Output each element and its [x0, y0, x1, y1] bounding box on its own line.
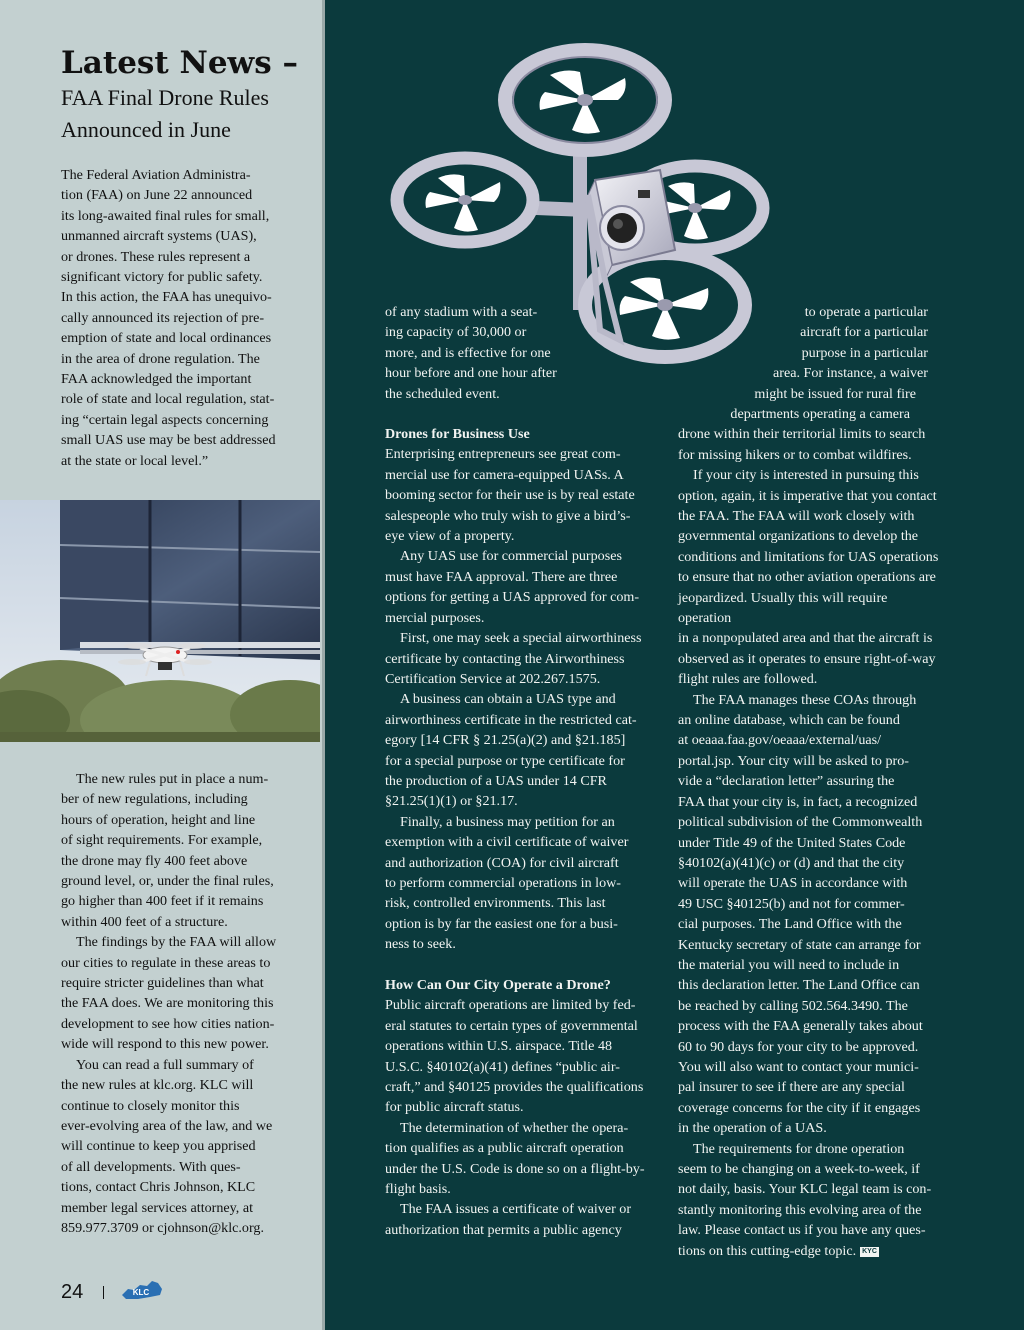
text-line: The Federal Aviation Administra-	[61, 167, 251, 183]
text-line: at oeaaa.faa.gov/oeaaa/external/uas/	[678, 732, 882, 749]
text-line: and authorization (COA) for civil aircraft	[385, 854, 619, 871]
text-line: for missing hikers or to combat wildfires.	[678, 446, 912, 463]
text-line: §21.25(1)(1) or §21.17.	[385, 793, 518, 810]
text-line: tion (FAA) on June 22 announced	[61, 187, 253, 204]
text-line: A business can obtain a UAS type and	[400, 691, 616, 708]
text-line: the FAA does. We are monitoring this	[61, 995, 274, 1012]
text-line: of sight requirements. For example,	[61, 832, 263, 849]
text-line: within 400 feet of a structure.	[61, 913, 228, 930]
text-line: ing “certain legal aspects concerning	[61, 411, 269, 428]
text-line: might be issued for rural fire	[754, 385, 916, 402]
text-line: will continue to keep you apprised	[61, 1138, 256, 1155]
footer-divider	[103, 1286, 104, 1299]
text-line: U.S.C. §40102(a)(41) defines “public air-	[385, 1058, 620, 1075]
text-line: mercial purposes.	[385, 609, 485, 626]
text-line: salespeople who truly wish to give a bird’s-	[385, 507, 631, 524]
text-line: flight rules are followed.	[678, 671, 818, 688]
text-line: governmental organizations to develop the	[678, 528, 919, 545]
text-line: craft,” and §40125 provides the qualifications	[385, 1079, 644, 1096]
photo-illustration	[0, 500, 320, 742]
text-line: wide will respond to this new power.	[61, 1036, 269, 1053]
text-line: area. For instance, a waiver	[773, 365, 928, 382]
section-heading-business: Drones for Business Use	[385, 426, 530, 443]
text-line: the material you will need to include in	[678, 956, 900, 973]
text-line: be reached by calling 502.564.3490. The	[678, 997, 908, 1014]
text-line: must have FAA approval. There are three	[385, 568, 618, 585]
text-line: an online database, which can be found	[678, 712, 900, 729]
text-line: seem to be changing on a week-to-week, if	[678, 1161, 920, 1178]
text-line: the new rules at klc.org. KLC will	[61, 1077, 254, 1094]
text-line: Certification Service at 202.267.1575.	[385, 670, 601, 687]
text-line: ever-evolving area of the law, and we	[61, 1117, 273, 1134]
text-line: require stricter guidelines than what	[61, 975, 264, 992]
headline-subtitle-2: Announced in June	[61, 117, 231, 142]
headline-title: Latest News –	[61, 45, 298, 81]
text-line: political subdivision of the Commonwealth	[678, 814, 923, 831]
text-line: continue to closely monitor this	[61, 1097, 240, 1114]
text-line: ness to seek.	[385, 936, 456, 953]
text-line: process with the FAA generally takes about	[678, 1018, 923, 1035]
sidebar-intro	[61, 165, 279, 471]
closing-line: tions on this cutting-edge topic.	[678, 1242, 857, 1259]
text-line: law. Please contact us if you have any ques-	[678, 1222, 926, 1239]
text-line: hours of operation, height and line	[61, 811, 256, 828]
text-line: not daily, basis. Your KLC legal team is con-	[678, 1181, 932, 1198]
text-line: hour before and one hour after	[385, 365, 557, 382]
text-line: certificate by contacting the Airworthiness	[385, 650, 625, 667]
text-line: The FAA issues a certificate of waiver or	[400, 1201, 632, 1218]
text-line: purpose in a particular	[801, 344, 928, 361]
text-line: of any stadium with a seat-	[385, 304, 538, 320]
article-column-right-intro	[676, 302, 938, 424]
text-line: cial purposes. The Land Office with the	[678, 916, 902, 933]
text-line: ber of new regulations, including	[61, 791, 248, 808]
text-line: stantly monitoring this evolving area of the	[678, 1201, 922, 1218]
text-line: go higher than 400 feet if it remains	[61, 893, 264, 910]
text-line: FAA acknowledged the important	[61, 371, 252, 388]
text-line: Public aircraft operations are limited by fed-	[385, 997, 636, 1014]
text-line: egory [14 CFR § 21.25(a)(2) and §21.185]	[385, 732, 626, 749]
text-line: small UAS use may be best addressed	[61, 432, 276, 449]
text-line: You can read a full summary of	[76, 1056, 254, 1073]
page-number: 24	[61, 1281, 84, 1303]
text-line: In this action, the FAA has unequivo-	[61, 289, 272, 306]
text-line: coverage concerns for the city if it engages	[678, 1099, 921, 1116]
text-line: §40102(a)(41)(c) or (d) and that the city	[678, 854, 905, 871]
svg-text:KLC: KLC	[132, 1288, 150, 1297]
text-line: departments operating a camera	[730, 406, 910, 423]
article-column-right	[678, 424, 940, 1261]
text-line: emption of state and local ordinances	[61, 330, 272, 347]
text-line: cally announced its rejection of pre-	[61, 309, 265, 326]
text-line: the drone may fly 400 feet above	[61, 852, 248, 869]
text-line: role of state and local regulation, stat-	[61, 391, 275, 408]
text-line: portal.jsp. Your city will be asked to pro-	[678, 752, 909, 769]
text-line: significant victory for public safety.	[61, 269, 263, 286]
text-line: flight basis.	[385, 1181, 451, 1198]
text-line: You will also want to contact your munici-	[678, 1058, 919, 1075]
text-line: aircraft for a particular	[800, 324, 928, 341]
rotor-left	[397, 158, 533, 242]
text-line: unmanned aircraft systems (UAS),	[61, 228, 257, 245]
text-line: 859.977.3709 or cjohnson@klc.org.	[61, 1219, 264, 1236]
drone-building-photo	[0, 500, 320, 742]
text-line: 49 USC §40125(b) and not for commer-	[678, 895, 905, 912]
text-line: our cities to regulate in these areas to	[61, 954, 271, 971]
article-headline	[61, 44, 311, 146]
text-line: options for getting a UAS approved for com-	[385, 589, 640, 606]
text-line: option is by far the easiest one for a busi-	[385, 915, 618, 932]
text-line: If your city is interested in pursuing this	[693, 467, 919, 484]
text-line: to perform commercial operations in low-	[385, 874, 621, 891]
text-line: risk, controlled environments. This last	[385, 895, 606, 912]
text-line: the scheduled event.	[385, 385, 500, 402]
article-column-middle	[385, 302, 645, 1240]
text-line: member legal services attorney, at	[61, 1199, 254, 1216]
text-line: Kentucky secretary of state can arrange for	[678, 936, 921, 953]
klc-logo	[120, 1279, 166, 1303]
text-line: operations within U.S. airspace. Title 48	[385, 1038, 613, 1055]
text-line: option, again, it is imperative that you contact	[678, 487, 937, 504]
rotor-top	[505, 50, 665, 150]
text-line: pal insurer to see if there are any special	[678, 1079, 905, 1096]
text-line: observed as it operates to ensure right-of-way	[678, 650, 936, 667]
text-line: FAA that your city is, in fact, a recognized	[678, 793, 918, 810]
text-line: drone within their territorial limits to search	[678, 426, 926, 443]
end-mark-logo: KYC	[862, 1247, 877, 1255]
text-line: will operate the UAS in accordance with	[678, 875, 908, 892]
text-line: this declaration letter. The Land Office can	[678, 977, 920, 994]
text-line: the FAA. The FAA will work closely with	[678, 508, 915, 525]
text-line: exemption with a civil certificate of waiver	[385, 834, 629, 851]
text-line: eral statutes to certain types of governmental	[385, 1017, 638, 1034]
text-line: tion qualifies as a public aircraft operation	[385, 1140, 624, 1157]
text-line: under the U.S. Code is done so on a flight-by-	[385, 1160, 645, 1177]
text-line: the production of a UAS under 14 CFR	[385, 772, 607, 789]
text-line: for public aircraft status.	[385, 1099, 524, 1116]
text-line: eye view of a property.	[385, 528, 515, 545]
text-line: First, one may seek a special airworthiness	[400, 630, 642, 647]
sidebar-body	[61, 769, 279, 1238]
text-line: at the state or local level.”	[61, 452, 209, 469]
text-line: development to see how cities nation-	[61, 1015, 275, 1032]
text-line: its long-awaited final rules for small,	[61, 207, 270, 224]
text-line: Any UAS use for commercial purposes	[400, 548, 622, 565]
text-line: ground level, or, under the final rules,	[61, 873, 274, 890]
text-line: in a nonpopulated area and that the aircraft is	[678, 630, 933, 647]
section-heading-city: How Can Our City Operate a Drone?	[385, 976, 611, 993]
text-line: authorization that permits a public agency	[385, 1221, 622, 1238]
text-line: vide a “declaration letter” assuring the	[678, 773, 895, 790]
text-line: mercial use for camera-equipped UASs. A	[385, 466, 624, 483]
text-line: jeopardized. Usually this will require operation	[678, 589, 888, 627]
text-line: The findings by the FAA will allow	[76, 934, 277, 951]
text-line: to ensure that no other aviation operations are	[678, 569, 936, 586]
text-line: of all developments. With ques-	[61, 1158, 241, 1175]
text-line: The determination of whether the opera-	[400, 1119, 629, 1136]
text-line: The requirements for drone operation	[693, 1140, 905, 1157]
kentucky-logo-icon	[120, 1279, 166, 1303]
text-line: airworthiness certificate in the restricted cat-	[385, 711, 637, 728]
text-line: The new rules put in place a num-	[76, 771, 269, 787]
text-line: The FAA manages these COAs through	[693, 691, 917, 708]
text-line: conditions and limitations for UAS operations	[678, 548, 939, 565]
text-line: in the area of drone regulation. The	[61, 350, 260, 367]
text-line: to operate a particular	[804, 304, 928, 320]
text-line: booming sector for their use is by real estate	[385, 487, 635, 504]
text-line: more, and is effective for one	[385, 344, 551, 361]
text-line: in the operation of a UAS.	[678, 1120, 827, 1137]
text-line: under Title 49 of the United States Code	[678, 834, 906, 851]
text-line: Enterprising entrepreneurs see great com-	[385, 446, 621, 463]
text-line-last	[678, 1241, 940, 1261]
text-line: for a special purpose or type certificate for	[385, 752, 625, 769]
headline-subtitle-1: FAA Final Drone Rules	[61, 85, 269, 110]
text-line: ing capacity of 30,000 or	[385, 324, 527, 341]
text-line: tions, contact Chris Johnson, KLC	[61, 1179, 256, 1196]
text-line: 60 to 90 days for your city to be approved.	[678, 1038, 919, 1055]
text-line: or drones. These rules represent a	[61, 248, 251, 265]
text-line: Finally, a business may petition for an	[400, 813, 615, 830]
